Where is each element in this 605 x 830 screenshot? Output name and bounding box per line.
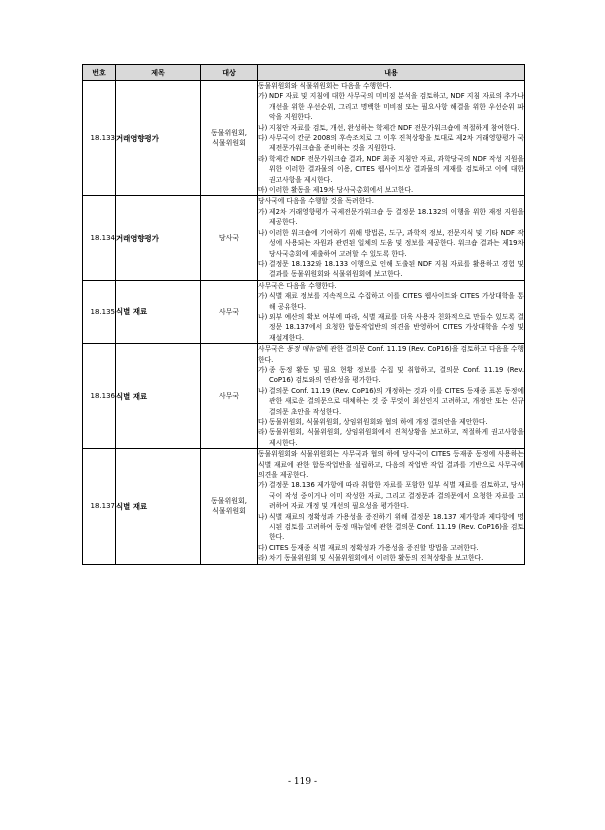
header-content: 내용 (258, 65, 525, 81)
content-intro: 사무국은 다음을 수행한다. (258, 281, 337, 290)
content-intro: 동물위원회와 식물위원회는 다음을 수행한다. (258, 82, 392, 90)
content-item (258, 207, 524, 228)
item-mark: 라) (258, 428, 268, 437)
content-intro: 당사국에 다음을 수행할 것을 독려한다. (258, 197, 374, 206)
decision-content (258, 344, 525, 449)
item-text: 이러한 활동을 제19차 당사국총회에서 보고한다. (269, 186, 414, 195)
decisions-table (82, 64, 525, 565)
content-item (258, 480, 524, 511)
item-mark: 가) (258, 481, 268, 490)
item-text: 사무국이 칸쿤 2008의 후속조치로 그 이후 진척상황을 토대로 제2차 거래영향평가 국제전문가워크숍을 준비하는 것을 지원한다. (269, 134, 524, 153)
item-text: 동물위원회, 식물위원회, 상임위원회와 협의 하에 개정 결의안을 제안한다. (269, 418, 488, 426)
header-target: 대상 (201, 65, 258, 81)
page-number: - 119 - (288, 777, 317, 787)
decision-title: 식별 재료 (116, 449, 201, 564)
content-item (258, 133, 524, 154)
item-mark: 가) (258, 92, 268, 101)
decision-number: 18.134 (83, 196, 116, 280)
content-item (258, 123, 524, 133)
content-item (258, 312, 524, 343)
decision-target (201, 196, 258, 280)
table-header-row (83, 65, 525, 81)
item-text: 동물위원회, 식물위원회, 상임위원회에서 진척상황을 보고하고, 적절하게 권고사항을 제시한다. (269, 428, 524, 447)
content-item (258, 417, 524, 427)
item-mark: 가) (258, 292, 268, 301)
decision-title: 식별 재료 (116, 344, 201, 449)
content-intro (258, 344, 524, 365)
item-mark: 다) (258, 259, 268, 268)
decision-content (258, 280, 525, 343)
content-item (258, 91, 524, 122)
content-intro: 동물위원회와 식물위원회는 사무국과 협의 하에 당사국이 CITES 등재종 동정에 사용하는 식별 재료에 관한 합동작업반을 설립하고, 다음의 작업반 작업 결과를 기반으로 사무국에 의견을 제공한다. (258, 450, 524, 480)
decision-number: 18.133 (83, 81, 116, 196)
decision-number: 18.136 (83, 344, 116, 449)
item-text: 지침안 자료를 검토, 개선, 완성하는 학제간 NDF 전문가워크숍에 적절하게 참여한다. (269, 123, 520, 132)
item-text: 이러한 워크숍에 기여하기 위해 방법론, 도구, 과학적 정보, 전문지식 및 기타 NDF 작성에 사용되는 자원과 관련된 일체의 도움 및 정보를 제공한다. 워크숍 결과는 제19차 당사국총회에 제출하여 고려할 수 있도록 한다. (269, 228, 524, 258)
table-row (83, 280, 525, 343)
table-row (83, 449, 525, 564)
item-text: 종 동정 활동 및 필요 현황 정보를 수집 및 취합하고, 결의문 Conf. 11.19 (Rev. CoP16) 검토와의 연관성을 평가한다. (269, 365, 524, 385)
target-text: 당사국 (218, 234, 240, 243)
item-text: 결의문 Conf. 11.19 (Rev. CoP16)의 개정하는 것과 이를 CITES 등재종 표본 동정에 관한 새로운 결의문으로 대체하는 것 중 무엇이 최선인지 고려하고, 개정안 또는 신규 결의문 초안을 작성한다. (269, 386, 524, 416)
content-item (258, 154, 524, 185)
manual-title-emphasis: 동정 매뉴얼 (286, 345, 322, 354)
item-text: 학제간 NDF 전문가워크숍 결과, NDF 최종 지침안 자료, 과학당국의 NDF 작성 지원을 위한 이러한 결과물의 이용, CITES 웹사이트상 결과물의 게재를 검토하고 이에 대한 권고사항을 제시한다. (269, 154, 524, 184)
item-mark: 라) (258, 154, 268, 163)
decision-number: 18.135 (83, 280, 116, 343)
item-mark: 가) (258, 207, 268, 216)
item-text: 결정문 18.136 제가항에 따라 취합한 자료를 포함한 일부 식별 재료를 검토하고, 당사국이 작성 중이거나 이미 작성한 자료, 그리고 결정문과 결의문에서 요청한 자료를 고려하여 자료 개정 및 개선의 필요성을 평가한다. (269, 481, 524, 511)
item-mark: 나) (258, 228, 268, 237)
decision-content (258, 196, 525, 280)
target-text: 동물위원회, 식물위원회 (210, 129, 248, 148)
item-mark: 다) (258, 418, 268, 426)
content-item (258, 365, 524, 386)
item-mark: 나) (258, 312, 268, 321)
decision-title: 거래영향평가 (116, 81, 201, 196)
decision-number: 18.137 (83, 449, 116, 564)
item-text: 식별 재료 정보를 지속적으로 수집하고 이를 CITES 웹사이트와 CITES 가상대학을 통해 공유한다. (269, 292, 524, 311)
table-row (83, 196, 525, 280)
content-item (258, 386, 524, 417)
header-number: 번호 (83, 65, 116, 81)
content-item (258, 185, 524, 195)
item-mark: 다) (258, 134, 268, 143)
intro-text: 에 관한 결의문 Conf. 11.19 (Rev. CoP16)을 검토하고 다음을 수행한다. (258, 345, 524, 364)
content-item (258, 259, 524, 280)
table-row (83, 81, 525, 196)
item-text: 차기 동물위원회 및 식물위원회에서 이러한 활동의 진척상황을 보고한다. (269, 554, 484, 563)
item-mark: 다) (258, 543, 268, 552)
target-text: 사무국 (218, 307, 240, 316)
decision-target (201, 280, 258, 343)
decision-title: 거래영향평가 (116, 196, 201, 280)
decision-target (201, 81, 258, 196)
item-text: CITES 등재종 식별 재료의 정확성과 가용성을 증진할 방법을 고려한다. (269, 543, 479, 552)
intro-text: 사무국은 (258, 345, 287, 354)
target-text: 동물위원회, 식물위원회 (210, 497, 248, 516)
content-item (258, 228, 524, 259)
item-text: 제2차 거래영향평가 국제전문가워크숍 등 결정문 18.132의 이행을 위한 재정 지원을 제공한다. (269, 207, 524, 227)
content-item (258, 291, 524, 312)
item-mark: 나) (258, 512, 268, 521)
item-mark: 마) (258, 186, 268, 195)
decision-target (201, 344, 258, 449)
target-text: 사무국 (218, 392, 240, 401)
item-text: 식별 재료의 정확성과 가용성을 증진하기 위해 결정문 18.137 제가항과 제다항에 명시된 검토를 고려하여 동정 매뉴얼에 관한 결의문 Conf. 11.19 (Rev. CoP16)을 검토한다. (269, 512, 524, 542)
item-mark: 라) (258, 554, 268, 563)
item-text: 외부 예산의 확보 여부에 따라, 식별 재료를 더욱 사용자 친화적으로 만들수 있도록 결정문 18.137에서 요청한 합동작업반의 의견을 반영하여 CITES 가상대학을 수정 및 재설계한다. (269, 312, 524, 342)
content-item (258, 427, 524, 448)
decision-target (201, 449, 258, 564)
content-item (258, 553, 524, 563)
item-text: 결정문 18.132와 18.133 이행으로 인해 도출된 NDF 지침 자료를 활용하고 경험 및 결과를 동물위원회와 식물위원회에 보고한다. (269, 259, 524, 279)
table-row (83, 344, 525, 449)
content-item (258, 543, 524, 553)
header-title: 제목 (116, 65, 201, 81)
item-mark: 가) (258, 365, 268, 374)
content-item (258, 512, 524, 543)
item-mark: 나) (258, 386, 268, 395)
item-text: NDF 자료 및 지침에 대한 사무국의 미비점 분석을 검토하고, NDF 지침 자료의 추가나 개선을 위한 우선순위, 그리고 명백한 미비점 또는 필요사항 해결을 위한 우선순위 파악을 지원한다. (269, 92, 524, 122)
item-mark: 나) (258, 123, 268, 132)
decision-content (258, 449, 525, 564)
decision-content (258, 81, 525, 196)
decision-title: 식별 재료 (116, 280, 201, 343)
